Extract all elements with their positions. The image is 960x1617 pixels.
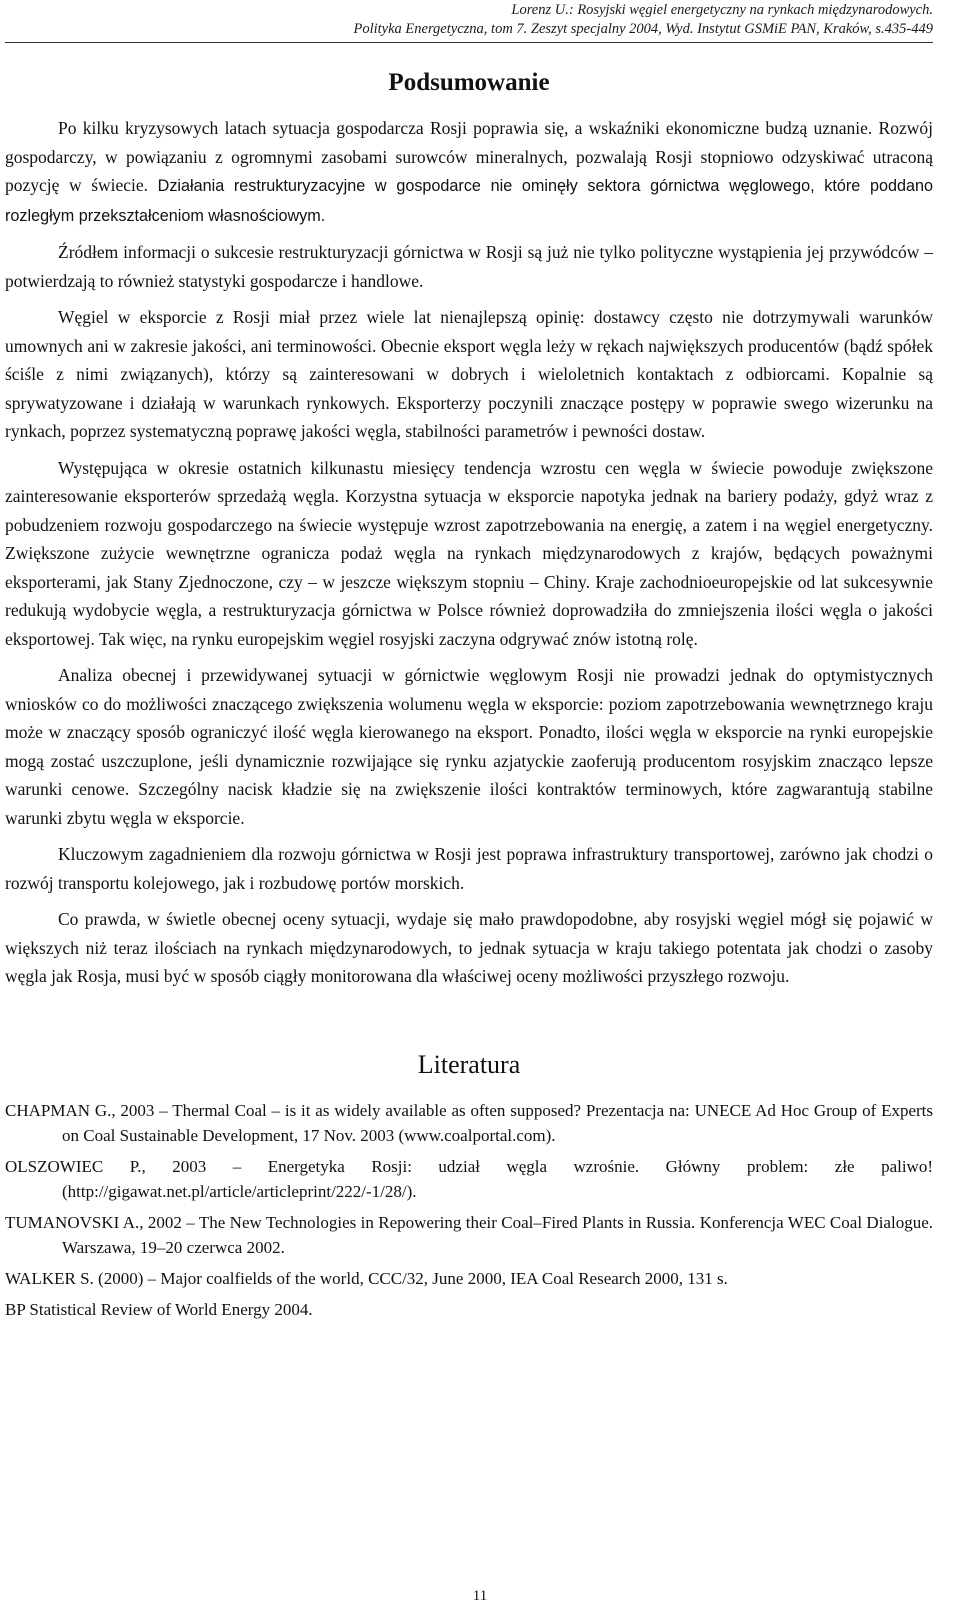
header-divider xyxy=(5,42,933,43)
reference-item: WALKER S. (2000) – Major coalfields of the world, CCC/32, June 2000, IEA Coal Research 2000, 131 s. xyxy=(5,1268,728,1288)
summary-paragraph xyxy=(5,114,933,230)
summary-paragraph-sans-text: Działania restrukturyzacyjne w gospodarce nie ominęły sektora górnictwa węglowego, które poddano rozległym przekształceniom własnościowym. xyxy=(5,177,933,225)
reference-list xyxy=(5,1098,933,1322)
summary-paragraph: Co prawda, w świetle obecnej oceny sytuacji, wydaje się mało prawdopodobne, aby rosyjski węgiel mógł się pojawić w większych niż teraz ilościach na rynkach międzynarodowych, to jednak sytuacja w kraju takiego potentata jak chodzi o zasoby węgla jak Rosja, musi być w sposób ciągły monitorowana dla właściwej oceny możliwości przyszłego rozwoju. xyxy=(5,909,933,986)
summary-paragraph: Analiza obecnej i przewidywanej sytuacji w górnictwie węglowym Rosji nie prowadzi jednak do optymistycznych wniosków co do możliwości znaczącego zwiększenia wolumenu węgla w eksporcie: poziom zapotrzebowania wewnętrznego kraju może w znaczący sposób ograniczyć ilość węgla kierowanego na eksport. Ponadto, ilości węgla w eksporcie na rynki europejskie mogą zostać uszczuplone, jeśli dynamicznie rozwijające się rynku azjatyckie zaoferują producentom rosyjskim znacząco lepsze warunki cenowe. Szczególny nacisk kładzie się na zwiększenie ilości kontraktów terminowych, które zagwarantują stabilne warunki zbytu węgla w eksporcie. xyxy=(5,665,933,828)
reference-item: OLSZOWIEC P., 2003 – Energetyka Rosji: udział węgla wzrośnie. Główny problem: złe paliwo! (http://gigawat.net.pl/article/articleprint/222/-1/28/). xyxy=(5,1156,933,1201)
references-heading: Literatura xyxy=(417,1049,521,1079)
summary-paragraph: Węgiel w eksporcie z Rosji miał przez wiele lat nienajlepszą opinię: dostawcy często nie dotrzymywali warunków umownych ani w zakresie jakości, ani terminowości. Obecnie eksport węgla leży w rękach największych producentów (bądź spółek ściśle z nimi związanych), którzy są zainteresowani w dobrych i wieloletnich kontaktach z odbiorcami. Kopalnie są sprywatyzowane i działają w warunkach rynkowych. Eksporterzy poczynili znaczące postępy w poprawie swego wizerunku na rynkach, poprzez systematyczną poprawę jakości węgla, stabilności parametrów i pewności dostaw. xyxy=(5,307,933,441)
page-number: 11 xyxy=(472,1588,488,1604)
reference-item: TUMANOVSKI A., 2002 – The New Technologies in Repowering their Coal–Fired Plants in Russia. Konferencja WEC Coal Dialogue. Warszawa, 19–20 czerwca 2002. xyxy=(5,1212,933,1257)
summary-paragraph-serif-text: Po kilku kryzysowych latach sytuacja gospodarcza Rosji poprawia się, a wskaźniki ekonomiczne budzą uznanie. Rozwój gospodarczy, w powiązaniu z ogromnymi zasobami surowców mineralnych, pozwalają Rosji stopniowo odzyskiwać utraconą pozycję w świecie. xyxy=(5,118,933,195)
reference-item: BP Statistical Review of World Energy 2004. xyxy=(5,1299,313,1319)
reference-item: CHAPMAN G., 2003 – Thermal Coal – is it as widely available as often supposed? Prezentacja na: UNECE Ad Hoc Group of Experts on Coal Sustainable Development, 17 Nov. 2003 (www.coalportal.com). xyxy=(5,1100,933,1145)
summary-body xyxy=(5,114,933,991)
summary-heading: Podsumowanie xyxy=(388,69,550,96)
summary-paragraph: Źródłem informacji o sukcesie restrukturyzacji górnictwa w Rosji są już nie tylko polityczne wystąpienia jej przywódców – potwierdzają to również statystyki gospodarcze i handlowe. xyxy=(5,242,933,291)
summary-paragraph: Kluczowym zagadnieniem dla rozwoju górnictwa w Rosji jest poprawa infrastruktury transportowej, zarówno jak chodzi o rozwój transportu kolejowego, jak i rozbudowę portów morskich. xyxy=(5,844,933,893)
header-citation-line-1: Lorenz U.: Rosyjski węgiel energetyczny na rynkach międzynarodowych. xyxy=(511,2,933,18)
summary-paragraph: Występująca w okresie ostatnich kilkunastu miesięcy tendencja wzrostu cen węgla w świecie powoduje zwiększone zainteresowanie eksporterów sprzedażą węgla. Korzystna sytuacja w eksporcie napotyka jednak na bariery podaży, gdyż wraz z pobudzeniem rozwoju gospodarczego na świecie występuje wzrost zapotrzebowania na energię, a zatem i na węgiel energetyczny. Zwiększone zużycie wewnętrzne ogranicza podaż węgla na rynkach międzynarodowych z krajów, będących poważnymi eksporterami, jak Stany Zjednoczone, czy – w jeszcze większym stopniu – Chiny. Kraje zachodnioeuropejskie od lat sukcesywnie redukują wydobycie węgla, a restrukturyzacja górnictwa w Polsce również doprowadziła do zmniejszenia ilości węgla o jakości eksportowej. Tak więc, na rynku europejskim węgiel rosyjski zaczyna odgrywać znów istotną rolę. xyxy=(5,457,933,649)
running-header xyxy=(5,0,933,39)
header-citation-line-2: Polityka Energetyczna, tom 7. Zeszyt specjalny 2004, Wyd. Instytut GSMiE PAN, Kraków, s.435-449 xyxy=(353,21,933,37)
